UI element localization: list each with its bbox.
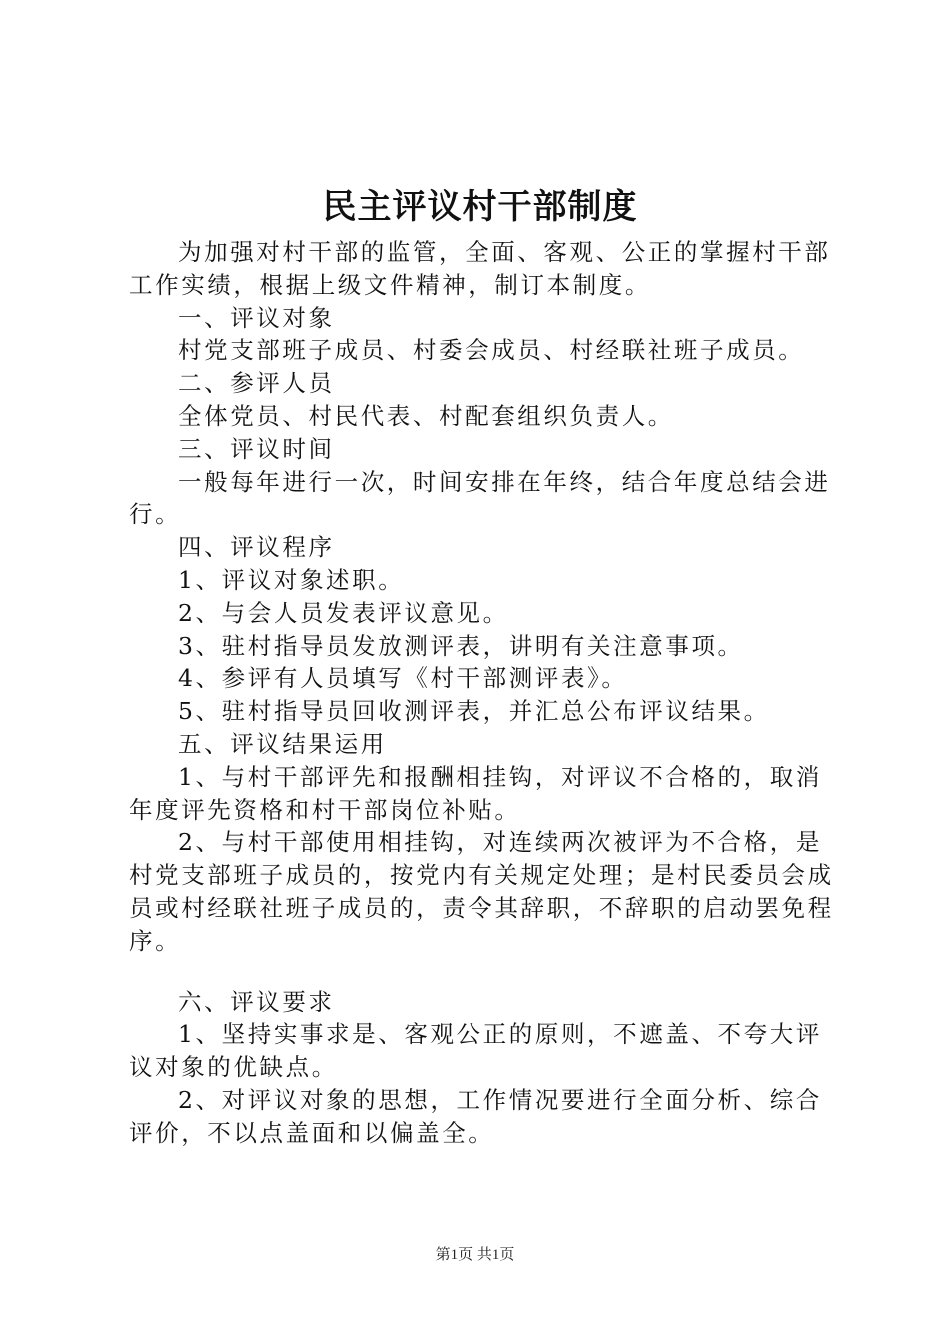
paragraph-spacer	[129, 958, 841, 986]
list-item: 1、与村干部评先和报酬相挂钩，对评议不合格的，取消年度评先资格和村干部岗位补贴。	[129, 762, 822, 824]
section-paragraph: 一般每年进行一次，时间安排在年终，结合年度总结会进行。	[129, 467, 831, 529]
list-item: 2、与村干部使用相挂钩，对连续两次被评为不合格，是村党支部班子成员的，按党内有关规定处理；是村民委员会成员或村经联社班子成员的，责令其辞职，不辞职的启动罢免程序。	[129, 828, 834, 955]
section-heading-3: 三、评议时间	[178, 434, 335, 463]
intro-paragraph: 为加强对村干部的监管，全面、客观、公正的掌握村干部工作实绩，根据上级文件精神，制订本制度。	[129, 238, 831, 299]
list-item: 5、驻村指导员回收测评表，并汇总公布评议结果。	[178, 697, 770, 726]
section-heading-4: 四、评议程序	[178, 533, 335, 562]
list-item: 4、参评有人员填写《村干部测评表》。	[178, 664, 628, 693]
section-heading-5: 五、评议结果运用	[178, 729, 387, 758]
list-item: 2、与会人员发表评议意见。	[178, 598, 509, 627]
page-footer: 第1页 共1页	[435, 1247, 515, 1263]
list-item: 1、坚持实事求是、客观公正的原则，不遮盖、不夸大评议对象的优缺点。	[129, 1020, 822, 1082]
list-item: 3、驻村指导员发放测评表，讲明有关注意事项。	[178, 631, 744, 660]
list-item: 2、对评议对象的思想，工作情况要进行全面分析、综合评价，不以点盖面和以偏盖全。	[129, 1085, 822, 1147]
section-heading-6: 六、评议要求	[178, 987, 335, 1016]
document-body	[129, 236, 841, 1150]
section-heading-2: 二、参评人员	[178, 369, 335, 398]
section-paragraph: 村党支部班子成员、村委会成员、村经联社班子成员。	[178, 336, 805, 365]
section-paragraph: 全体党员、村民代表、村配套组织负责人。	[178, 401, 674, 430]
list-item: 1、评议对象述职。	[178, 565, 405, 594]
document-title: 民主评议村干部制度	[322, 187, 638, 227]
section-heading-1: 一、评议对象	[178, 303, 335, 332]
